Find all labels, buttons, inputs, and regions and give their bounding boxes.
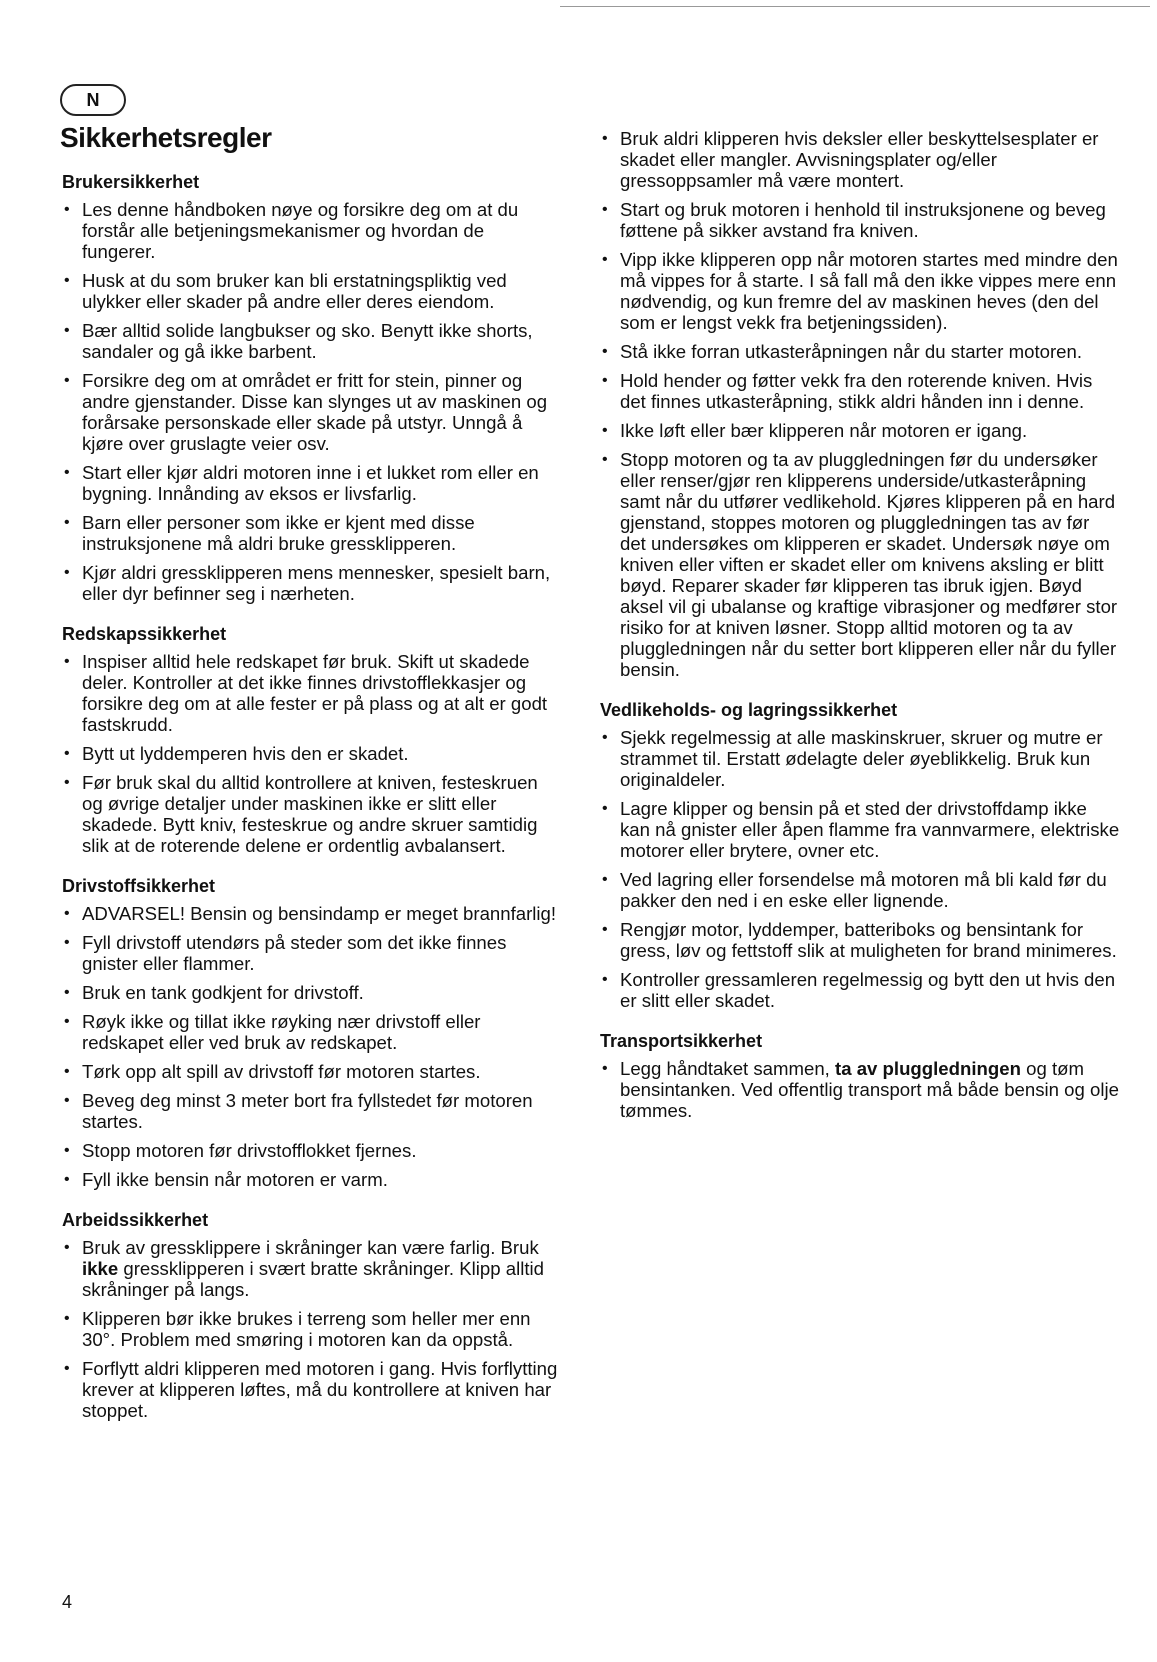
list-item: • Les denne håndboken nøye og forsikre deg om at du forstår alle betjeningsmekanismer og hvordan de fungerer.: [62, 199, 562, 262]
language-badge: N: [60, 84, 126, 116]
list-item: • Fyll drivstoff utendørs på steder som det ikke finnes gnister eller flammer.: [62, 932, 562, 974]
list-item: • ADVARSEL! Bensin og bensindamp er meget brannfarlig!: [62, 903, 562, 924]
list-item: • Sjekk regelmessig at alle maskinskruer, skruer og mutre er strammet til. Erstatt ødelagte deler øyeblikkelig. Bruk kun originaldeler.: [600, 727, 1120, 790]
list-item: • Kjør aldri gressklipperen mens mennesker, spesielt barn, eller dyr befinner seg i nærheten.: [62, 562, 562, 604]
bullet-list: [62, 1237, 562, 1421]
list-item: • Ikke løft eller bær klipperen når motoren er igang.: [600, 420, 1120, 441]
list-item: • Lagre klipper og bensin på et sted der drivstoffdamp ikke kan nå gnister eller åpen flamme fra vannvarmere, elektriske motorer eller brytere, ovner etc.: [600, 798, 1120, 861]
list-item: • Start eller kjør aldri motoren inne i et lukket rom eller en bygning. Innånding av eksos er livsfarlig.: [62, 462, 562, 504]
list-item: • Bær alltid solide langbukser og sko. Benytt ikke shorts, sandaler og gå ikke barbent.: [62, 320, 562, 362]
bullet-list: [600, 727, 1120, 1011]
item-emphasis: ta av pluggledningen: [835, 1058, 1021, 1079]
list-item: [62, 1358, 562, 1421]
list-item: • Bruk en tank godkjent for drivstoff.: [62, 982, 562, 1003]
section-heading: Vedlikeholds- og lagringssikkerhet: [600, 700, 898, 720]
section-vedlikehold: [600, 700, 1120, 1011]
item-text: Legg håndtaket sammen,: [620, 1058, 835, 1079]
bullet-list: [62, 903, 562, 1190]
section-transportsikkerhet: [600, 1031, 1120, 1121]
section-heading: Redskapssikkerhet: [62, 624, 227, 644]
top-rule: [560, 6, 1150, 7]
right-column: [600, 128, 1120, 1141]
list-item: • Start og bruk motoren i henhold til instruksjonene og beveg føttene på sikker avstand fra kniven.: [600, 199, 1120, 241]
item-text: gressklipperen i svært bratte skråninger. Klipp alltid skråninger på langs.: [82, 1258, 544, 1300]
section-drivstoffsikkerhet: [62, 876, 562, 1190]
list-item: • Stå ikke forran utkasteråpningen når du starter motoren.: [600, 341, 1120, 362]
item-text: Klipperen bør ikke brukes i terreng som heller mer enn 30°. Problem med smøring i motoren kan da oppstå.: [82, 1308, 531, 1350]
left-column: [62, 172, 562, 1441]
list-item: [600, 1058, 1120, 1121]
list-item: • Stopp motoren og ta av pluggledningen før du undersøker eller renser/gjør ren klipperens underside/utkasteråpning samt når du utfører vedlikehold. Kjøres klipperen på en hard gjenstand, stoppes motoren og pluggledningen tas av før det undersøkes om klipperen er skadet. Undersøk nøye om kniven eller viften er skadet eller om knivens aksling er blitt bøyd. Reparer skader før klipperen tas ibruk igjen. Bøyd aksel vil gi ubalanse og kraftige vibrasjoner og medfører stor risiko for at kniven løsner. Stopp alltid motoren og ta av pluggledningen når du setter bort klipperen eller når du fyller bensin.: [600, 449, 1120, 680]
page-number: 4: [62, 1592, 73, 1612]
list-item: [62, 1308, 562, 1350]
list-item: • Hold hender og føtter vekk fra den roterende kniven. Hvis det finnes utkasteråpning, stikk aldri hånden inn i denne.: [600, 370, 1120, 412]
section-heading: Arbeidssikkerhet: [62, 1210, 209, 1230]
list-item: • Før bruk skal du alltid kontrollere at kniven, festeskruen og øvrige detaljer under maskinen ikke er slitt eller skadede. Bytt kniv, festeskrue og andre skruer samtidig slik at de roterende delene er ordentlig avbalansert.: [62, 772, 562, 856]
list-item: • Vipp ikke klipperen opp når motoren startes med mindre den må vippes for å starte. I så fall må den ikke vippes mere enn nødvendig, og kun fremre del av maskinen heves (den del som er lengst vekk fra betjeningssiden).: [600, 249, 1120, 333]
bullet-list: [600, 128, 1120, 680]
list-item: • Rengjør motor, lyddemper, batteriboks og bensintank for gress, løv og fettstoff slik at muligheten for brand minimeres.: [600, 919, 1120, 961]
section-brukersikkerhet: [62, 172, 562, 604]
list-item: • Fyll ikke bensin når motoren er varm.: [62, 1169, 562, 1190]
list-item: • Husk at du som bruker kan bli erstatningspliktig ved ulykker eller skader på andre eller deres eiendom.: [62, 270, 562, 312]
page-title: Sikkerhetsregler: [60, 122, 272, 153]
item-text: Bruk av gressklippere i skråninger kan være farlig. Bruk: [82, 1237, 539, 1258]
list-item: • Tørk opp alt spill av drivstoff før motoren startes.: [62, 1061, 562, 1082]
list-item: • Røyk ikke og tillat ikke røyking nær drivstoff eller redskapet eller ved bruk av redskapet.: [62, 1011, 562, 1053]
list-item: • Kontroller gressamleren regelmessig og bytt den ut hvis den er slitt eller skadet.: [600, 969, 1120, 1011]
section-continued: [600, 128, 1120, 680]
bullet-list: [62, 651, 562, 856]
list-item: • Stopp motoren før drivstofflokket fjernes.: [62, 1140, 562, 1161]
list-item: • Forsikre deg om at området er fritt for stein, pinner og andre gjenstander. Disse kan slynges ut av maskinen og forårsake personskade eller skade på utstyr. Unngå å kjøre over gruslagte veier osv.: [62, 370, 562, 454]
list-item: • Barn eller personer som ikke er kjent med disse instruksjonene må aldri bruke gressklipperen.: [62, 512, 562, 554]
section-heading: Transportsikkerhet: [600, 1031, 763, 1051]
item-emphasis: ikke: [82, 1258, 119, 1279]
section-arbeidssikkerhet: [62, 1210, 562, 1421]
item-text: og tøm bensintanken. Ved offentlig transport må både bensin og olje tømmes.: [620, 1058, 1119, 1121]
list-item: • Inspiser alltid hele redskapet før bruk. Skift ut skadede deler. Kontroller at det ikke finnes drivstofflekkasjer og forsikre deg om at alle fester er på plass og at alt er godt fastskrudd.: [62, 651, 562, 735]
list-item: • Ved lagring eller forsendelse må motoren må bli kald før du pakker den ned i en eske eller lignende.: [600, 869, 1120, 911]
section-heading: Drivstoffsikkerhet: [62, 876, 216, 896]
list-item: • Bruk aldri klipperen hvis deksler eller beskyttelsesplater er skadet eller mangler. Avvisningsplater og/eller gressoppsamler må være montert.: [600, 128, 1120, 191]
section-heading: Brukersikkerhet: [62, 172, 200, 192]
bullet-list: [62, 199, 562, 604]
list-item: • Beveg deg minst 3 meter bort fra fyllstedet før motoren startes.: [62, 1090, 562, 1132]
list-item: • Bytt ut lyddemperen hvis den er skadet.: [62, 743, 562, 764]
bullet-list: [600, 1058, 1120, 1121]
section-redskapssikkerhet: [62, 624, 562, 856]
list-item: [62, 1237, 562, 1300]
item-text: Forflytt aldri klipperen med motoren i gang. Hvis forflytting krever at klipperen løftes, må du kontrollere at kniven har stoppet.: [82, 1358, 558, 1421]
